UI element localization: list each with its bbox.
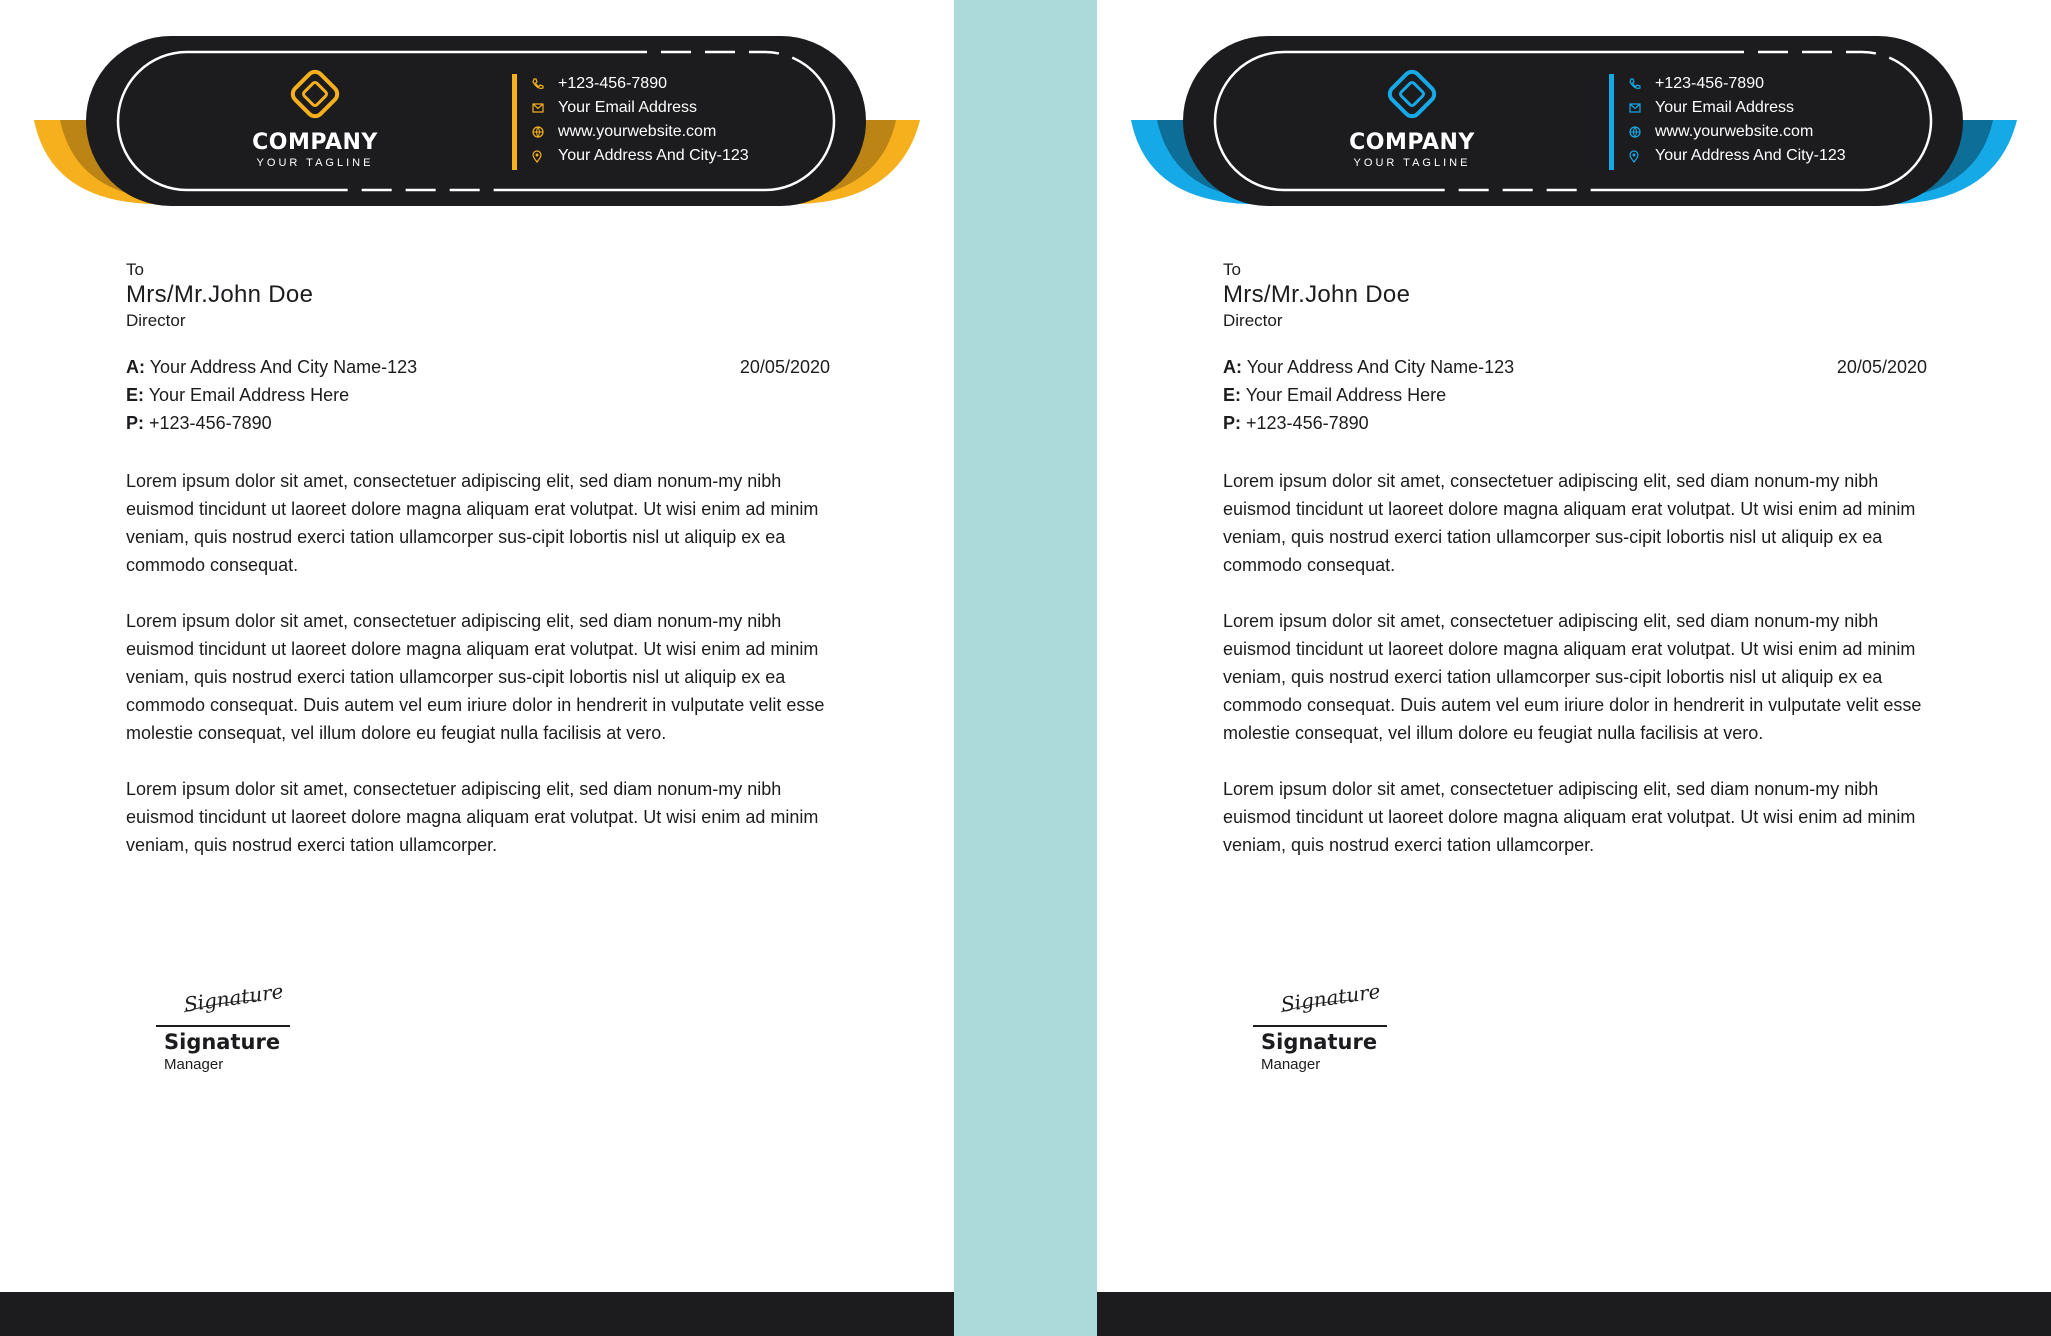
header-band bbox=[0, 0, 954, 220]
address-text: Your Address And City-123 bbox=[1655, 147, 1846, 164]
footer-bar bbox=[0, 1292, 954, 1336]
signature-name: Signature bbox=[164, 1030, 281, 1054]
company-logo bbox=[1337, 64, 1487, 169]
contact-website bbox=[1629, 120, 1846, 144]
address-value: Your Address And City Name-123 bbox=[149, 357, 418, 377]
paragraph: Lorem ipsum dolor sit amet, consectetuer adipiscing elit, sed diam nonum-my nibh euismod tincidunt ut laoreet dolore magna aliquam erat volutpat. Ut wisi enim ad minim veniam, quis nostrud exerci tation ullamcorper sus-cipit lobortis nisl ut aliquip ex ea commodo consequat. bbox=[1223, 471, 1916, 575]
address-value: Your Address And City Name-123 bbox=[1246, 357, 1515, 377]
signature-role: Manager bbox=[1261, 1056, 1321, 1073]
phone-line bbox=[1223, 409, 1927, 437]
header-band bbox=[1097, 0, 2051, 220]
company-logo bbox=[240, 64, 390, 169]
company-tagline: YOUR TAGLINE bbox=[1353, 157, 1471, 169]
signature-block bbox=[1253, 972, 1393, 1073]
paragraph: Lorem ipsum dolor sit amet, consectetuer adipiscing elit, sed diam nonum-my nibh euismod tincidunt ut laoreet dolore magna aliquam erat volutpat. Ut wisi enim ad minim veniam, quis nostrud exerci tation ullamcorper. bbox=[126, 779, 819, 855]
signature-name: Signature bbox=[1261, 1030, 1378, 1054]
website-text: www.yourwebsite.com bbox=[1655, 123, 1814, 140]
letter-date: 20/05/2020 bbox=[739, 357, 830, 377]
signature-script bbox=[156, 972, 285, 1018]
address-label: A: bbox=[126, 357, 145, 377]
location-pin-icon bbox=[1629, 150, 1655, 163]
address-line bbox=[126, 353, 830, 381]
email-label: E: bbox=[1223, 385, 1241, 405]
to-label: To bbox=[126, 260, 144, 279]
paragraph: Lorem ipsum dolor sit amet, consectetuer adipiscing elit, sed diam nonum-my nibh euismod tincidunt ut laoreet dolore magna aliquam erat volutpat. Ut wisi enim ad minim veniam, quis nostrud exerci tation ullamcorper sus-cipit lobortis nisl ut aliquip ex ea commodo consequat. Duis autem vel eum iriure dolor in hendrerit in vulputate velit esse molestie consequat, vel illum dolore eu feugiat nulla facilisis at vero. bbox=[126, 611, 825, 743]
email-text: Your Email Address bbox=[558, 99, 698, 116]
mail-icon bbox=[1629, 103, 1655, 113]
svg-text:Signature: Signature bbox=[182, 978, 285, 1017]
phone-text: +123-456-7890 bbox=[1655, 75, 1764, 92]
phone-line bbox=[126, 409, 830, 437]
contact-divider bbox=[1609, 74, 1614, 170]
email-value: Your Email Address Here bbox=[148, 385, 350, 405]
phone-label: P: bbox=[126, 413, 144, 433]
contact-address bbox=[532, 144, 749, 168]
phone-text: +123-456-7890 bbox=[558, 75, 667, 92]
to-label: To bbox=[1223, 260, 1241, 279]
contact-website bbox=[532, 120, 749, 144]
letter-body bbox=[1223, 260, 1927, 859]
contact-list bbox=[1629, 72, 1846, 168]
company-name: COMPANY bbox=[252, 130, 378, 155]
signature-role: Manager bbox=[164, 1056, 224, 1073]
signature-line bbox=[156, 1025, 290, 1027]
letterhead-yellow bbox=[0, 0, 954, 1336]
contact-phone bbox=[1629, 72, 1846, 96]
diamond-logo-icon bbox=[285, 64, 345, 124]
address-line bbox=[1223, 353, 1927, 381]
letterhead-blue bbox=[1097, 0, 2051, 1336]
letter-date: 20/05/2020 bbox=[1836, 357, 1927, 377]
address-block bbox=[1223, 353, 1927, 437]
company-tagline: YOUR TAGLINE bbox=[256, 157, 374, 169]
address-block bbox=[126, 353, 830, 437]
address-label: A: bbox=[1223, 357, 1242, 377]
phone-label: P: bbox=[1223, 413, 1241, 433]
phone-icon bbox=[532, 78, 558, 90]
recipient-role: Director bbox=[1223, 311, 1283, 330]
svg-text:Signature: Signature bbox=[1279, 978, 1382, 1017]
phone-value: +123-456-7890 bbox=[1246, 413, 1369, 433]
phone-icon bbox=[1629, 78, 1655, 90]
paragraph: Lorem ipsum dolor sit amet, consectetuer adipiscing elit, sed diam nonum-my nibh euismod tincidunt ut laoreet dolore magna aliquam erat volutpat. Ut wisi enim ad minim veniam, quis nostrud exerci tation ullamcorper. bbox=[1223, 779, 1916, 855]
footer-bar bbox=[1097, 1292, 2051, 1336]
letter-body bbox=[126, 260, 830, 859]
email-label: E: bbox=[126, 385, 144, 405]
paragraph: Lorem ipsum dolor sit amet, consectetuer adipiscing elit, sed diam nonum-my nibh euismod tincidunt ut laoreet dolore magna aliquam erat volutpat. Ut wisi enim ad minim veniam, quis nostrud exerci tation ullamcorper sus-cipit lobortis nisl ut aliquip ex ea commodo consequat. Duis autem vel eum iriure dolor in hendrerit in vulputate velit esse molestie consequat, vel illum dolore eu feugiat nulla facilisis at vero. bbox=[1223, 611, 1922, 743]
diamond-logo-icon bbox=[1382, 64, 1442, 124]
signature-block bbox=[156, 972, 296, 1073]
contact-list bbox=[532, 72, 749, 168]
mail-icon bbox=[532, 103, 558, 113]
contact-divider bbox=[512, 74, 517, 170]
website-text: www.yourwebsite.com bbox=[558, 123, 717, 140]
globe-icon bbox=[1629, 126, 1655, 138]
company-name: COMPANY bbox=[1349, 130, 1475, 155]
globe-icon bbox=[532, 126, 558, 138]
contact-email bbox=[1629, 96, 1846, 120]
email-line bbox=[1223, 381, 1927, 409]
contact-address bbox=[1629, 144, 1846, 168]
recipient-name: Mrs/Mr.John Doe bbox=[1223, 281, 1411, 308]
contact-phone bbox=[532, 72, 749, 96]
paragraph: Lorem ipsum dolor sit amet, consectetuer adipiscing elit, sed diam nonum-my nibh euismod tincidunt ut laoreet dolore magna aliquam erat volutpat. Ut wisi enim ad minim veniam, quis nostrud exerci tation ullamcorper sus-cipit lobortis nisl ut aliquip ex ea commodo consequat. bbox=[126, 471, 819, 575]
email-value: Your Email Address Here bbox=[1245, 385, 1447, 405]
contact-email bbox=[532, 96, 749, 120]
location-pin-icon bbox=[532, 150, 558, 163]
phone-value: +123-456-7890 bbox=[149, 413, 272, 433]
recipient-name: Mrs/Mr.John Doe bbox=[126, 281, 314, 308]
email-text: Your Email Address bbox=[1655, 99, 1795, 116]
signature-line bbox=[1253, 1025, 1387, 1027]
address-text: Your Address And City-123 bbox=[558, 147, 749, 164]
recipient-role: Director bbox=[126, 311, 186, 330]
email-line bbox=[126, 381, 830, 409]
signature-script bbox=[1253, 972, 1382, 1018]
